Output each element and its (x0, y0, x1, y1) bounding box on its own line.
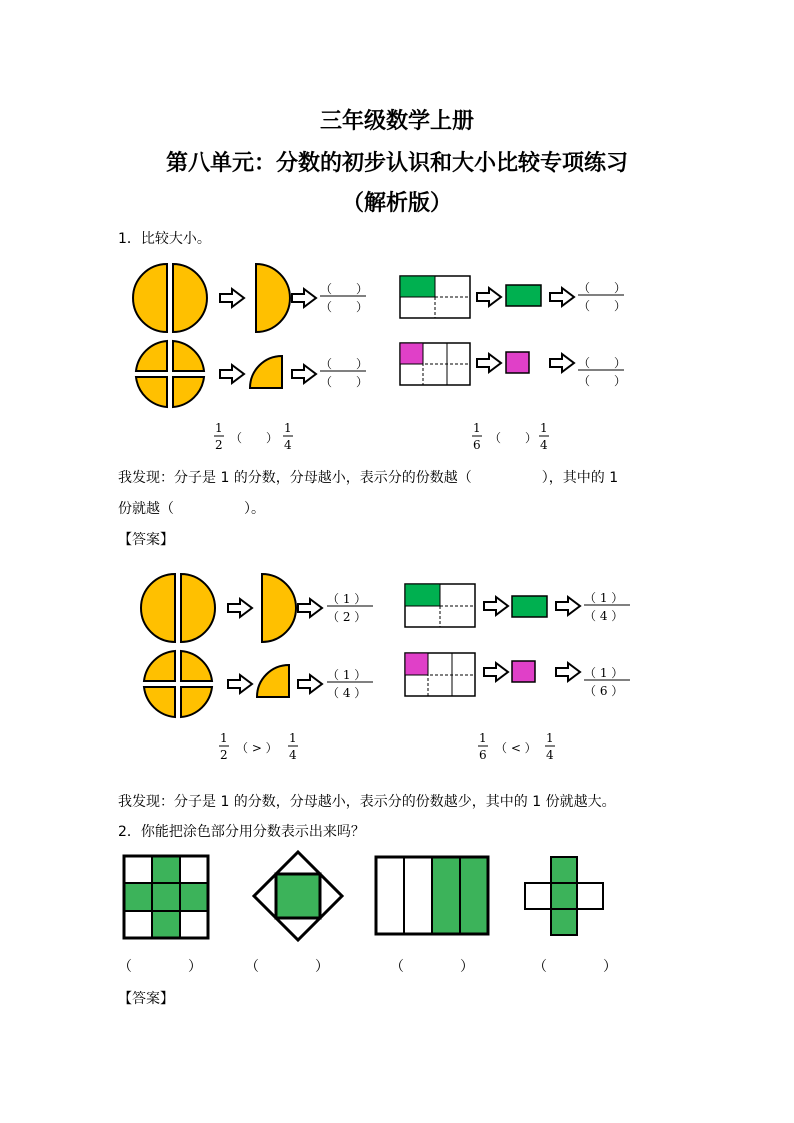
blank-denominator[interactable]: （ ） (578, 374, 627, 388)
answer-numerator: （ 1 ） (584, 666, 624, 680)
blank-denominator[interactable]: （ ） (578, 299, 627, 313)
arrow-icon (484, 597, 508, 615)
answer-rect-quarters (405, 584, 475, 627)
shape-cross (525, 857, 603, 935)
arrow-icon (484, 663, 508, 681)
fraction-numerator: 1 (289, 731, 297, 745)
question-2-prompt: 2．你能把涂色部分用分数表示出来吗？ (118, 824, 365, 840)
fraction-denominator: 6 (473, 438, 481, 452)
compare-blank[interactable]: （ ） (489, 431, 538, 445)
fraction-denominator: 4 (289, 748, 297, 762)
arrow-icon (220, 365, 244, 383)
fraction-numerator: 1 (220, 731, 228, 745)
answer-numerator: （ 1 ） (327, 668, 367, 682)
fraction-denominator: 4 (284, 438, 292, 452)
discovery-line-2: 份就越（ ）。 (118, 501, 265, 517)
magenta-part (506, 352, 529, 373)
green-part (506, 285, 541, 306)
answer-circle-halves (141, 574, 215, 642)
arrow-icon (556, 663, 580, 681)
arrow-icon (220, 289, 244, 307)
fraction-denominator: 6 (479, 748, 487, 762)
answer-discovery: 我发现：分子是 1 的分数，分母越小，表示分的份数越少，其中的 1 份就越大。 (118, 794, 616, 810)
answer-denominator: （ 2 ） (327, 610, 367, 624)
answer-compare: （ < ） (495, 741, 537, 755)
answer-numerator: （ 1 ） (584, 591, 624, 605)
blank-numerator[interactable]: （ ） (320, 282, 369, 296)
fraction-numerator: 1 (479, 731, 487, 745)
arrow-icon (550, 288, 574, 306)
fraction-denominator: 2 (215, 438, 223, 452)
fraction-numerator: 1 (540, 421, 548, 435)
arrow-icon (292, 365, 316, 383)
shape-diamond-square (254, 852, 342, 940)
fraction-numerator: 1 (473, 421, 481, 435)
arrow-icon (298, 675, 322, 693)
discovery-line-1: 我发现：分子是 1 的分数，分母越小，表示分的份数越（ ），其中的 1 (118, 470, 619, 486)
answer-blank-2[interactable]: （ ） (245, 959, 329, 975)
arrow-icon (228, 675, 252, 693)
arrow-icon (298, 599, 322, 617)
fraction-denominator: 2 (220, 748, 228, 762)
quarter-circle (250, 356, 282, 388)
circle-halves (133, 264, 207, 332)
blank-denominator[interactable]: （ ） (320, 375, 369, 389)
half-circle (256, 264, 290, 332)
answer-label: 【答案】 (118, 991, 174, 1007)
arrow-icon (477, 354, 501, 372)
arrow-icon (292, 289, 316, 307)
question-1-prompt: 1．比较大小。 (118, 231, 211, 247)
blank-numerator[interactable]: （ ） (578, 356, 627, 370)
rect-sixths (400, 343, 470, 385)
shape-grid-3x3 (124, 856, 208, 938)
answer-blank-3[interactable]: （ ） (390, 959, 474, 975)
answer-rect-sixths (405, 653, 475, 696)
arrow-icon (556, 597, 580, 615)
arrow-icon (228, 599, 252, 617)
edition-label: （解析版） (341, 191, 452, 216)
answer-blank-1[interactable]: （ ） (118, 959, 202, 975)
shape-bars (376, 857, 488, 934)
fraction-numerator: 1 (546, 731, 554, 745)
blank-numerator[interactable]: （ ） (320, 357, 369, 371)
compare-blank[interactable]: （ ） (230, 431, 279, 445)
arrow-icon (550, 354, 574, 372)
answer-blank-4[interactable]: （ ） (533, 959, 617, 975)
answer-denominator: （ 4 ） (327, 686, 367, 700)
page-title: 三年级数学上册 (319, 109, 474, 134)
answer-denominator: （ 4 ） (584, 609, 624, 623)
page-subtitle: 第八单元：分数的初步认识和大小比较专项练习 (165, 151, 628, 176)
answer-denominator: （ 6 ） (584, 684, 624, 698)
fraction-denominator: 4 (540, 438, 548, 452)
rect-quarters (400, 276, 470, 318)
answer-label: 【答案】 (118, 532, 174, 548)
answer-compare: （ > ） (236, 741, 278, 755)
fraction-numerator: 1 (284, 421, 292, 435)
blank-denominator[interactable]: （ ） (320, 300, 369, 314)
fraction-numerator: 1 (215, 421, 223, 435)
answer-numerator: （ 1 ） (327, 592, 367, 606)
circle-quarters (136, 341, 204, 407)
answer-circle-quarters (144, 651, 212, 717)
arrow-icon (477, 288, 501, 306)
blank-numerator[interactable]: （ ） (578, 281, 627, 295)
fraction-denominator: 4 (546, 748, 554, 762)
